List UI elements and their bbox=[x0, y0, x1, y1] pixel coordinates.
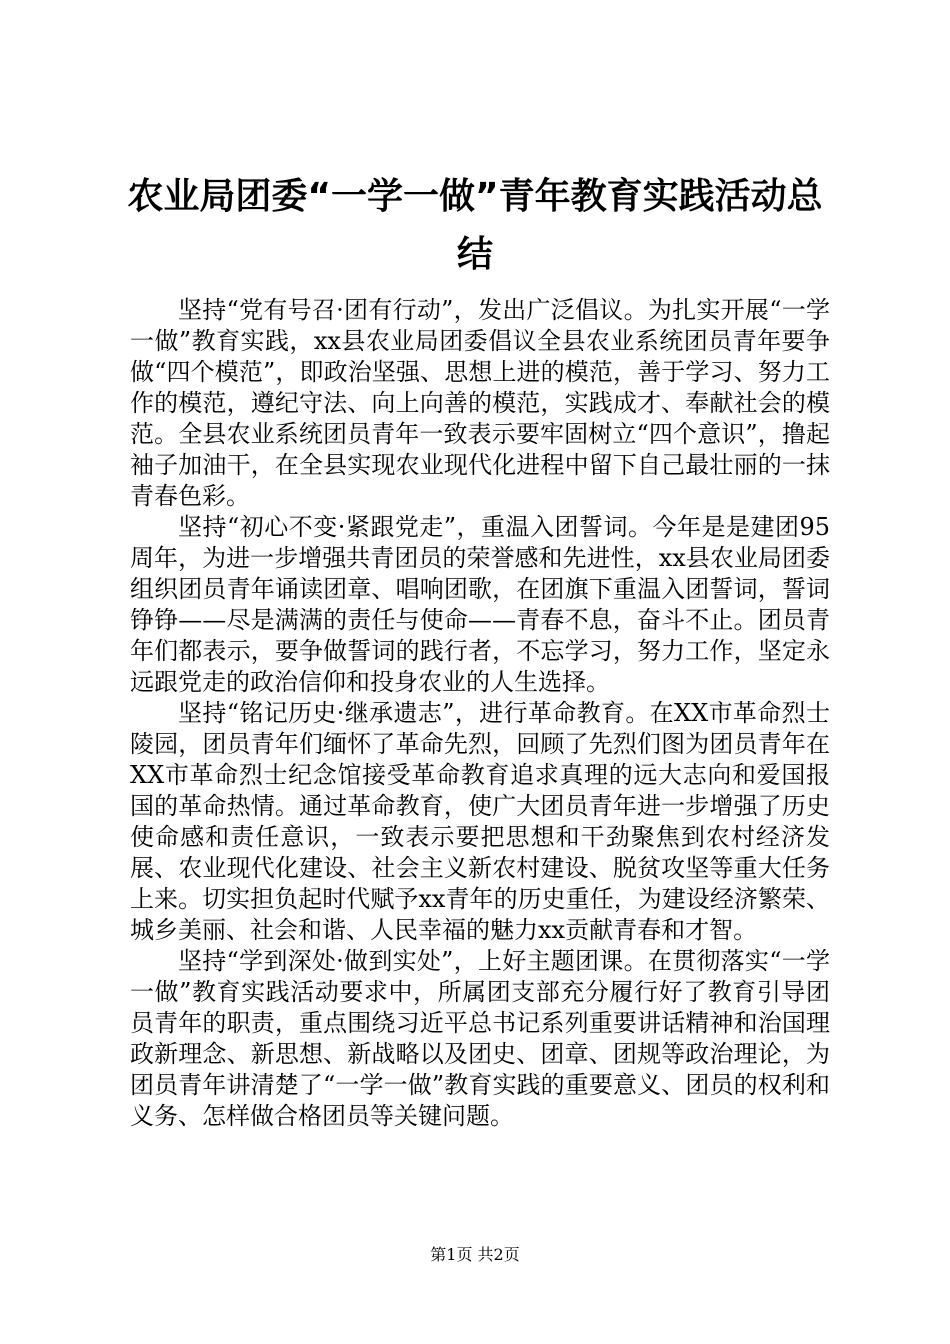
document-title: 农业局团委“一学一做”青年教育实践活动总结 bbox=[127, 176, 823, 275]
paragraph-1: 坚持“党有号召·团有行动”，发出广泛倡议。为扎实开展“一学一做”教育实践，xx县农业局团委倡议全县农业系统团员青年要争做“四个模范”，即政治坚强、思想上进的模范，善于学习、努力工作的模范，遵纪守法、向上向善的模范，实践成才、奉献社会的模范。全县农业系统团员青年一致表示要牢固树立“四个意识”，撸起袖子加油干，在全县实现农业现代化进程中留下自己最壮丽的一抹青春色彩。 bbox=[130, 296, 830, 510]
document-body bbox=[130, 295, 830, 1132]
paragraph-2: 坚持“初心不变·紧跟党走”，重温入团誓词。今年是是建团95周年，为进一步增强共青团员的荣誉感和先进性，xx县农业局团委组织团员青年诵读团章、唱响团歌，在团旗下重温入团誓词，誓词铮铮——尽是满满的责任与使命——青春不息，奋斗不止。团员青年们都表示，要争做誓词的践行者，不忘学习，努力工作，坚定永远跟党走的政治信仰和投身农业的人生选择。 bbox=[130, 513, 830, 696]
page-footer: 第1页 共2页 bbox=[430, 1245, 520, 1264]
paragraph-3: 坚持“铭记历史·继承遗志”，进行革命教育。在XX市革命烈士陵园，团员青年们缅怀了革命先烈，回顾了先烈们图为团员青年在XX市革命烈士纪念馆接受革命教育追求真理的远大志向和爱国报国的革命热情。通过革命教育，使广大团员青年进一步增强了历史使命感和责任意识，一致表示要把思想和干劲聚焦到农村经济发展、农业现代化建设、社会主义新农村建设、脱贫攻坚等重大任务上来。切实担负起时代赋予xx青年的历史重任，为建设经济繁荣、城乡美丽、社会和谐、人民幸福的魅力xx贡献青春和才智。 bbox=[130, 699, 830, 944]
paragraph-4: 坚持“学到深处·做到实处”，上好主题团课。在贯彻落实“一学一做”教育实践活动要求中，所属团支部充分履行好了教育引导团员青年的职责，重点围绕习近平总书记系列重要讲话精神和治国理政新理念、新思想、新战略以及团史、团章、团规等政治理论，为团员青年讲清楚了“一学一做”教育实践的重要意义、团员的权利和义务、怎样做合格团员等关键问题。 bbox=[130, 947, 830, 1130]
